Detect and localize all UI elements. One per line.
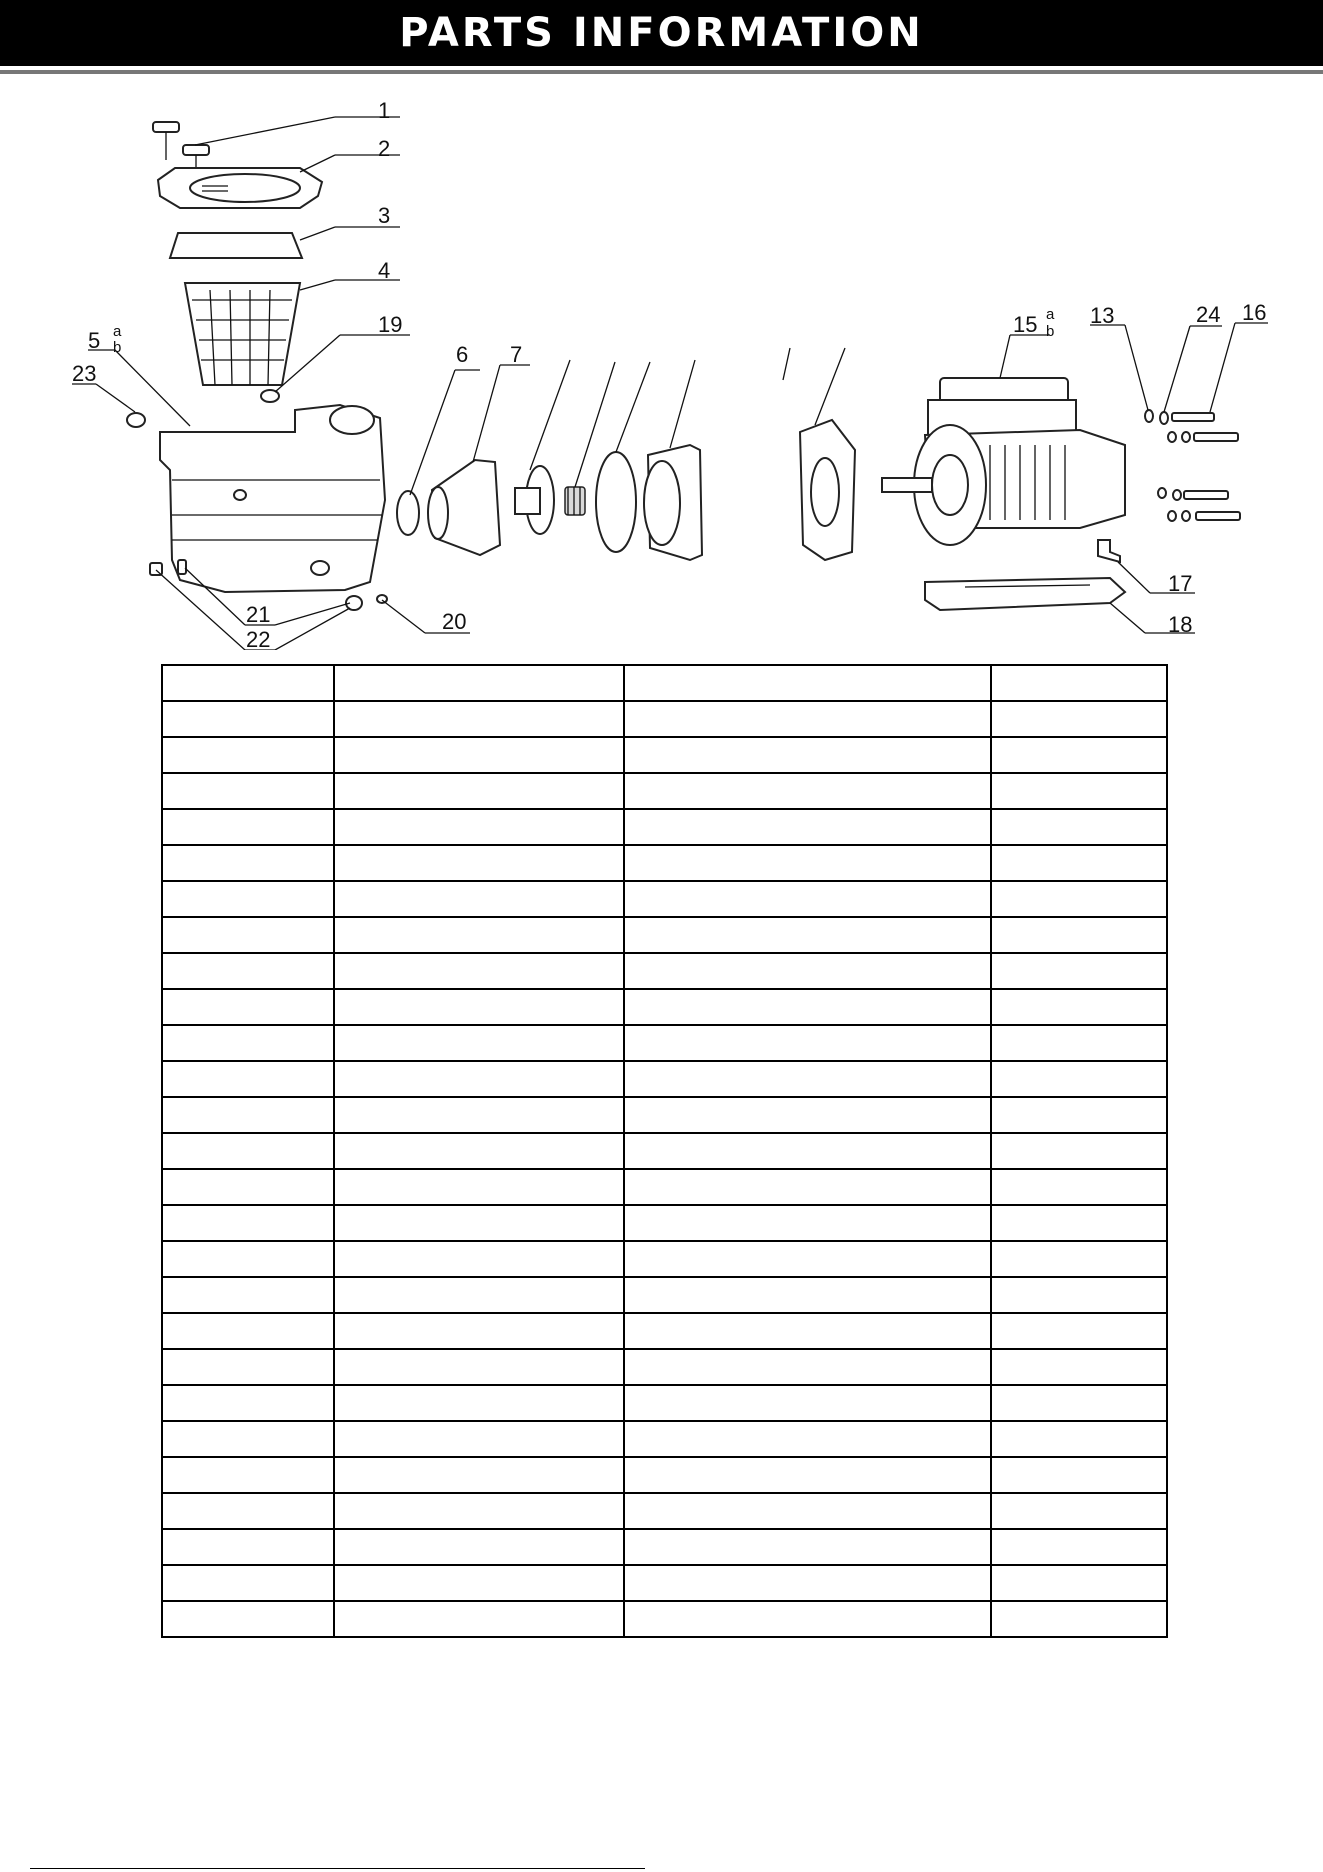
callout-15: 15 xyxy=(1013,312,1038,337)
table-cell xyxy=(991,1097,1167,1133)
table-cell xyxy=(624,809,991,845)
callout-3: 3 xyxy=(378,203,391,228)
table-row xyxy=(162,701,1167,737)
table-row xyxy=(162,1565,1167,1601)
title-rule xyxy=(0,70,1323,74)
table-cell xyxy=(162,1097,334,1133)
table-cell xyxy=(334,845,624,881)
table-cell xyxy=(624,665,991,701)
callout-4: 4 xyxy=(378,258,391,283)
table-cell xyxy=(991,845,1167,881)
table-row xyxy=(162,953,1167,989)
table-cell xyxy=(991,917,1167,953)
table-cell xyxy=(162,809,334,845)
table-row xyxy=(162,1277,1167,1313)
table-cell xyxy=(624,1313,991,1349)
table-cell xyxy=(334,1277,624,1313)
table-cell xyxy=(991,1529,1167,1565)
table-cell xyxy=(334,989,624,1025)
callout-1: 1 xyxy=(378,98,391,123)
table-cell xyxy=(334,1565,624,1601)
table-cell xyxy=(624,1097,991,1133)
table-cell xyxy=(162,1133,334,1169)
table-row xyxy=(162,773,1167,809)
table-cell xyxy=(624,845,991,881)
table-cell xyxy=(162,917,334,953)
table-cell xyxy=(162,953,334,989)
callout-5-variant-b: b xyxy=(113,339,122,356)
pump-housing-part xyxy=(160,405,385,592)
table-cell xyxy=(334,773,624,809)
table-cell xyxy=(624,1133,991,1169)
table-row xyxy=(162,1205,1167,1241)
table-row xyxy=(162,1421,1167,1457)
table-cell xyxy=(624,1493,991,1529)
oring-6-part xyxy=(397,491,419,535)
table-cell xyxy=(334,665,624,701)
exploded-parts-diagram xyxy=(0,80,1323,650)
table-cell xyxy=(991,1241,1167,1277)
table-row xyxy=(162,665,1167,701)
callout-22: 22 xyxy=(246,627,271,650)
lid-part xyxy=(158,168,322,208)
table-cell xyxy=(334,917,624,953)
table-cell xyxy=(991,1457,1167,1493)
table-cell xyxy=(334,1385,624,1421)
table-cell xyxy=(162,737,334,773)
table-cell xyxy=(991,1385,1167,1421)
table-cell xyxy=(334,953,624,989)
callout-15-variant-a: a xyxy=(1046,306,1055,323)
table-cell xyxy=(991,1421,1167,1457)
table-cell xyxy=(991,1349,1167,1385)
table-cell xyxy=(162,1061,334,1097)
table-cell xyxy=(162,1421,334,1457)
callout-16: 16 xyxy=(1242,300,1267,325)
table-cell xyxy=(624,1061,991,1097)
table-cell xyxy=(624,1457,991,1493)
table-cell xyxy=(624,1349,991,1385)
table-cell xyxy=(991,737,1167,773)
table-cell xyxy=(334,1601,624,1637)
title-bar xyxy=(0,0,1323,66)
table-cell xyxy=(624,953,991,989)
table-row xyxy=(162,1601,1167,1637)
diffuser-part xyxy=(428,460,500,555)
table-cell xyxy=(991,1133,1167,1169)
table-row xyxy=(162,1457,1167,1493)
table-cell xyxy=(334,1457,624,1493)
table-cell xyxy=(334,1097,624,1133)
table-row xyxy=(162,881,1167,917)
table-cell xyxy=(162,1385,334,1421)
table-cell xyxy=(334,1169,624,1205)
callout-18: 18 xyxy=(1168,612,1193,637)
table-cell xyxy=(334,701,624,737)
table-cell xyxy=(991,989,1167,1025)
table-cell xyxy=(334,1421,624,1457)
callout-20: 20 xyxy=(442,609,467,634)
table-cell xyxy=(162,1241,334,1277)
table-cell xyxy=(334,1241,624,1277)
table-cell xyxy=(334,1493,624,1529)
table-cell xyxy=(334,1349,624,1385)
table-cell xyxy=(624,773,991,809)
table-row xyxy=(162,1529,1167,1565)
table-cell xyxy=(991,1205,1167,1241)
table-cell xyxy=(624,1241,991,1277)
table-cell xyxy=(624,1385,991,1421)
table-cell xyxy=(334,809,624,845)
table-cell xyxy=(334,737,624,773)
table-cell xyxy=(624,1565,991,1601)
table-cell xyxy=(162,1457,334,1493)
callout-6: 6 xyxy=(456,342,469,367)
callout-5: 5 xyxy=(88,328,101,353)
table-cell xyxy=(624,1169,991,1205)
table-cell xyxy=(162,1205,334,1241)
motor-part xyxy=(882,378,1125,545)
table-cell xyxy=(991,665,1167,701)
table-cell xyxy=(624,1529,991,1565)
table-cell xyxy=(624,737,991,773)
callout-13: 13 xyxy=(1090,303,1115,328)
table-row xyxy=(162,1133,1167,1169)
table-cell xyxy=(624,1421,991,1457)
table-cell xyxy=(624,1601,991,1637)
table-cell xyxy=(334,1061,624,1097)
callout-24: 24 xyxy=(1196,302,1221,327)
footer-rule xyxy=(30,1868,645,1869)
parts-table xyxy=(161,664,1168,1638)
table-row xyxy=(162,1385,1167,1421)
table-cell xyxy=(991,1025,1167,1061)
callout-19: 19 xyxy=(378,312,403,337)
table-cell xyxy=(991,1313,1167,1349)
callout-23: 23 xyxy=(72,361,97,386)
table-row xyxy=(162,1241,1167,1277)
table-cell xyxy=(334,1529,624,1565)
table-row xyxy=(162,1169,1167,1205)
table-row xyxy=(162,1349,1167,1385)
table-cell xyxy=(162,845,334,881)
table-cell xyxy=(162,1565,334,1601)
bolts-and-washers-part xyxy=(1145,410,1240,521)
table-row xyxy=(162,737,1167,773)
table-row xyxy=(162,845,1167,881)
table-row xyxy=(162,1025,1167,1061)
callout-2: 2 xyxy=(378,136,391,161)
table-row xyxy=(162,1493,1167,1529)
clip-part xyxy=(1098,540,1120,562)
motor-bracket-part xyxy=(800,420,855,560)
oring-large-part xyxy=(596,452,636,552)
table-cell xyxy=(162,773,334,809)
table-cell xyxy=(991,1601,1167,1637)
table-cell xyxy=(991,773,1167,809)
plug-19-part xyxy=(261,390,279,402)
table-cell xyxy=(624,1277,991,1313)
page-title: PARTS INFORMATION xyxy=(399,10,924,56)
mechanical-seal-part xyxy=(565,487,585,515)
lid-gasket-part xyxy=(170,233,302,258)
impeller-part xyxy=(515,466,554,534)
table-cell xyxy=(334,1313,624,1349)
table-cell xyxy=(162,1601,334,1637)
table-cell xyxy=(162,1277,334,1313)
table-cell xyxy=(162,1529,334,1565)
table-cell xyxy=(624,1205,991,1241)
table-cell xyxy=(334,1025,624,1061)
table-cell xyxy=(991,1565,1167,1601)
table-cell xyxy=(334,1133,624,1169)
strainer-basket-part xyxy=(185,283,300,385)
seal-plate-part xyxy=(644,445,702,560)
table-cell xyxy=(991,953,1167,989)
table-cell xyxy=(162,881,334,917)
table-row xyxy=(162,1313,1167,1349)
table-cell xyxy=(991,881,1167,917)
table-cell xyxy=(624,881,991,917)
table-cell xyxy=(162,1349,334,1385)
table-cell xyxy=(334,881,624,917)
table-cell xyxy=(624,917,991,953)
callout-17: 17 xyxy=(1168,571,1193,596)
table-cell xyxy=(991,1493,1167,1529)
callout-15-variant-b: b xyxy=(1046,323,1055,340)
table-cell xyxy=(334,1205,624,1241)
callout-5-variant-a: a xyxy=(113,323,122,340)
table-row xyxy=(162,917,1167,953)
table-cell xyxy=(624,989,991,1025)
table-cell xyxy=(991,1061,1167,1097)
table-cell xyxy=(624,701,991,737)
table-cell xyxy=(991,701,1167,737)
callout-21: 21 xyxy=(246,602,271,627)
table-cell xyxy=(991,1169,1167,1205)
table-cell xyxy=(162,1025,334,1061)
callout-7: 7 xyxy=(510,342,523,367)
table-cell xyxy=(162,1313,334,1349)
table-row xyxy=(162,1061,1167,1097)
table-row xyxy=(162,809,1167,845)
table-row xyxy=(162,989,1167,1025)
table-cell xyxy=(991,1277,1167,1313)
table-cell xyxy=(162,989,334,1025)
table-cell xyxy=(162,1493,334,1529)
table-cell xyxy=(162,701,334,737)
plug-23-part xyxy=(127,413,145,427)
table-cell xyxy=(624,1025,991,1061)
base-part xyxy=(925,578,1125,610)
table-cell xyxy=(991,809,1167,845)
table-cell xyxy=(162,665,334,701)
table-cell xyxy=(162,1169,334,1205)
table-row xyxy=(162,1097,1167,1133)
